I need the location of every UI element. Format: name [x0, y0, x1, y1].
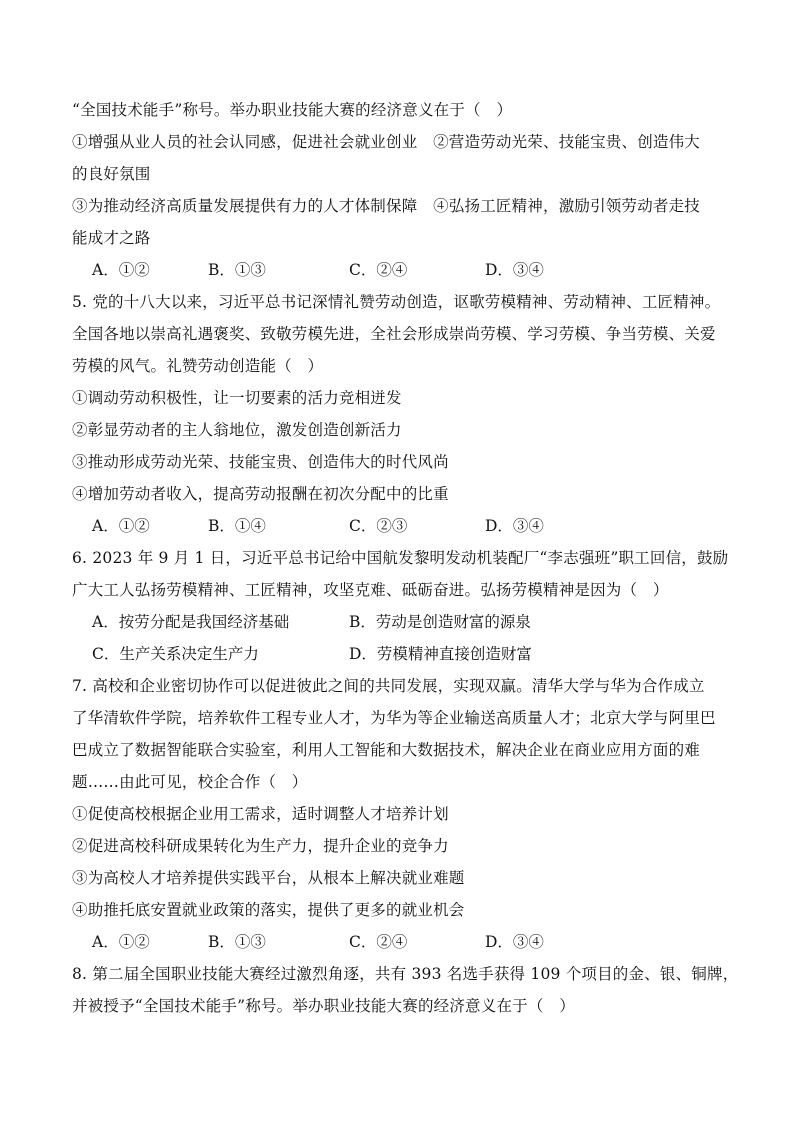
q4-statement-line: 的良好氛围	[72, 165, 151, 183]
q7-stem-line: 巴成立了数据智能联合实验室，利用人工智能和大数据技术，解决企业在商业应用方面的难	[72, 741, 701, 759]
q8-stem-line: 并被授予“全国技术能手”称号。举办职业技能大赛的经济意义在于（ ）	[72, 997, 575, 1015]
q7-option-d[interactable]: D．③④	[485, 933, 544, 951]
q5-option-a[interactable]: A．①②	[92, 517, 150, 535]
q5-statement: ①调动劳动积极性，让一切要素的活力竞相迸发	[72, 389, 402, 407]
q5-stem-line: 劳模的风气。礼赞劳动创造能（ ）	[72, 357, 324, 375]
q6-option-a[interactable]: A．按劳分配是我国经济基础	[92, 613, 290, 631]
q7-stem-line: 7. 高校和企业密切协作可以促进彼此之间的共同发展，实现双赢。清华大学与华为合作成立	[72, 677, 705, 695]
q6-stem-line: 广大工人弘扬劳模精神、工匠精神，攻坚克难、砥砺奋进。弘扬劳模精神是因为（ ）	[72, 581, 669, 599]
q7-option-c[interactable]: C．②④	[349, 933, 408, 951]
q5-stem-line: 5. 党的十八大以来，习近平总书记深情礼赞劳动创造，讴歌劳模精神、劳动精神、工匠精神。	[72, 293, 721, 311]
q5-statement: ②彰显劳动者的主人翁地位，激发创造创新活力	[72, 421, 402, 439]
q7-statement: ②促进高校科研成果转化为生产力，提升企业的竞争力	[72, 837, 449, 855]
q6-option-b[interactable]: B．劳动是创造财富的源泉	[349, 613, 531, 631]
q5-statement: ③推动形成劳动光荣、技能宝贵、创造伟大的时代风尚	[72, 453, 449, 471]
q6-option-c[interactable]: C．生产关系决定生产力	[92, 645, 259, 663]
q7-statement: ③为高校人才培养提供实践平台，从根本上解决就业难题	[72, 869, 465, 887]
q5-option-b[interactable]: B．①④	[208, 517, 266, 535]
q4-option-d[interactable]: D．③④	[485, 261, 544, 279]
q6-stem-line: 6. 2023 年 9 月 1 日，习近平总书记给中国航发黎明发动机装配厂“李志强班”职工回信，鼓励	[72, 549, 729, 567]
q4-statement-line: 能成才之路	[72, 229, 151, 247]
q4-option-b[interactable]: B．①③	[208, 261, 266, 279]
q8-stem-line: 8. 第二届全国职业技能大赛经过激烈角逐，共有 393 名选手获得 109 个项目的金、银、铜牌，	[72, 965, 739, 983]
q5-stem-line: 全国各地以崇高礼遇褒奖、致敬劳模先进，全社会形成崇尚劳模、学习劳模、争当劳模、关爱	[72, 325, 716, 343]
q5-option-c[interactable]: C．②③	[349, 517, 408, 535]
q7-option-b[interactable]: B．①③	[208, 933, 266, 951]
q7-stem-line: 了华清软件学院，培养软件工程专业人才，为华为等企业输送高质量人才；北京大学与阿里巴	[72, 709, 716, 727]
q6-option-d[interactable]: D．劳模精神直接创造财富	[349, 645, 532, 663]
q4-statement-line: ③为推动经济高质量发展提供有力的人才体制保障 ④弘扬工匠精神，激励引领劳动者走技	[72, 197, 701, 215]
q5-option-d[interactable]: D．③④	[485, 517, 544, 535]
q7-statement: ④助推托底安置就业政策的落实，提供了更多的就业机会	[72, 901, 465, 919]
q7-statement: ①促使高校根据企业用工需求，适时调整人才培养计划	[72, 805, 449, 823]
q7-stem-line: 题……由此可见，校企合作（ ）	[72, 773, 308, 791]
q4-stem-end: “全国技术能手”称号。举办职业技能大赛的经济意义在于（ ）	[72, 101, 513, 119]
q4-option-a[interactable]: A．①②	[92, 261, 150, 279]
q5-statement: ④增加劳动者收入，提高劳动报酬在初次分配中的比重	[72, 485, 449, 503]
q7-option-a[interactable]: A．①②	[92, 933, 150, 951]
q4-statement-line: ①增强从业人员的社会认同感，促进社会就业创业 ②营造劳动光荣、技能宝贵、创造伟大	[72, 133, 701, 151]
q4-option-c[interactable]: C．②④	[349, 261, 408, 279]
